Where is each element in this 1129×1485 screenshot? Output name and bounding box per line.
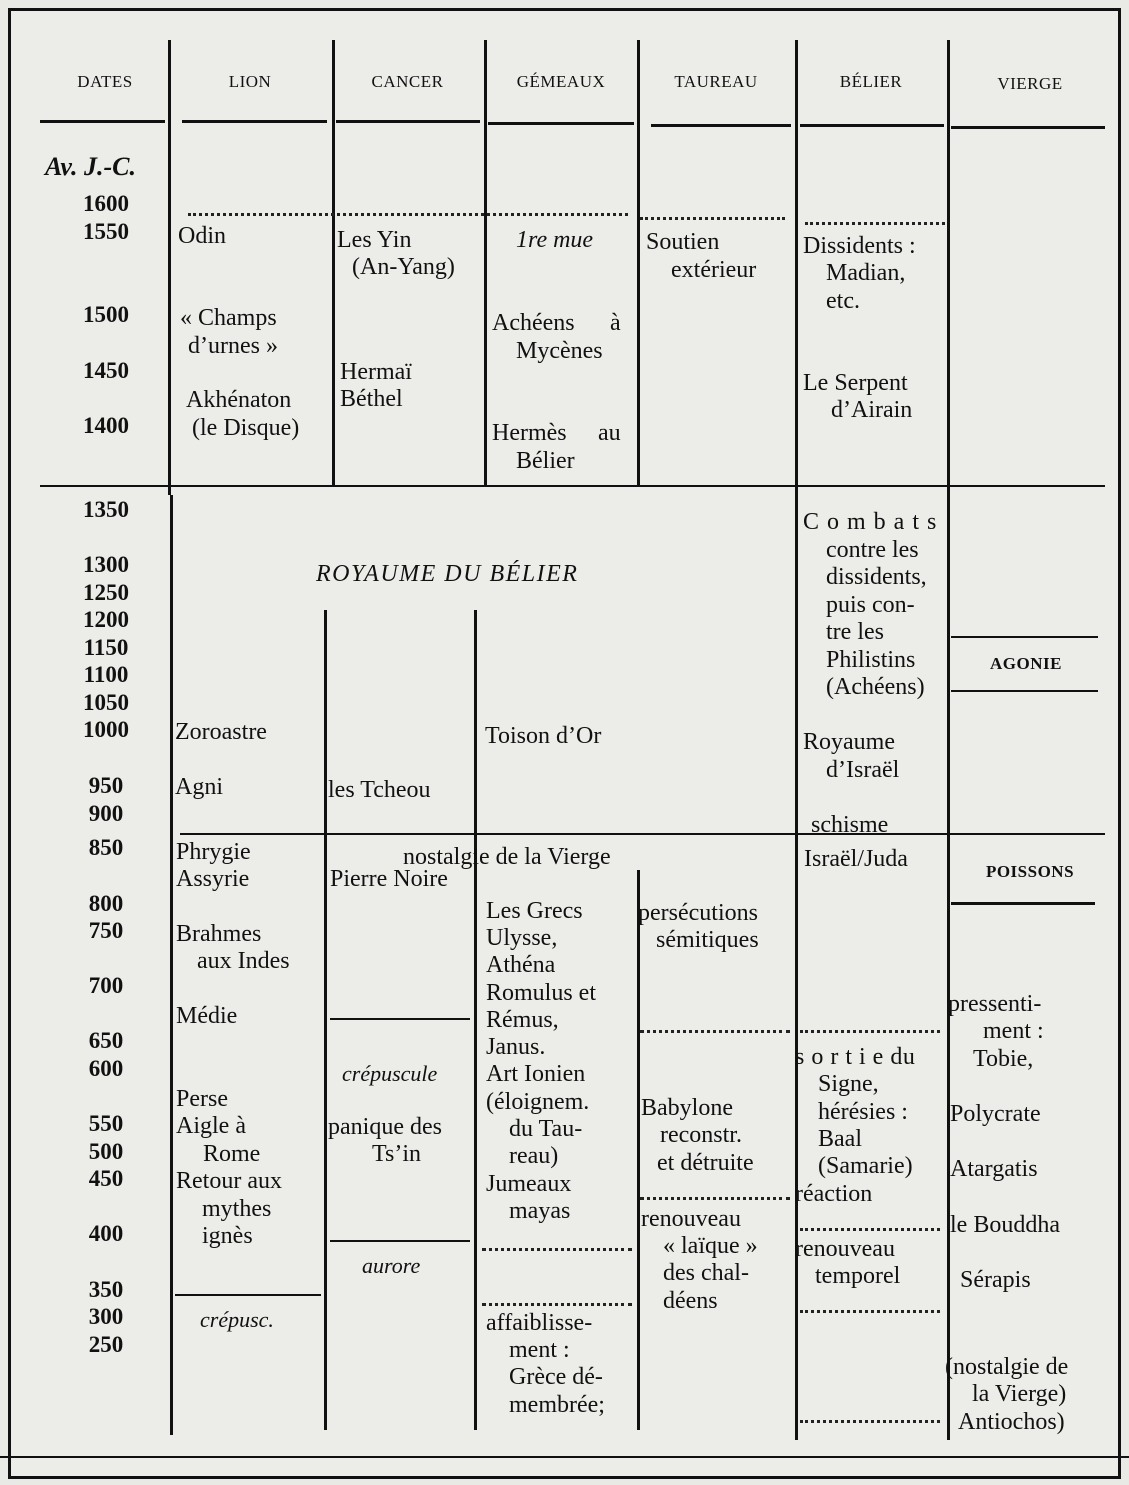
date-label: 300 bbox=[88, 1304, 124, 1329]
header-lion: LION bbox=[228, 72, 272, 91]
header-vierge: VIERGE bbox=[997, 74, 1063, 93]
gemeaux-entry: Romulus et bbox=[486, 980, 597, 1006]
vierge-rule-agonie-bottom bbox=[951, 690, 1098, 692]
vierge-entry: la Vierge) bbox=[972, 1381, 1067, 1407]
lion-entry: mythes bbox=[202, 1196, 272, 1222]
lion-entry: Retour aux bbox=[176, 1168, 282, 1194]
belier-entry: tre les bbox=[826, 619, 884, 645]
vierge-rule-poissons bbox=[951, 902, 1095, 905]
header-dates: DATES bbox=[77, 72, 133, 91]
gemeaux-entry: Les Grecs bbox=[486, 898, 583, 924]
lion-entry: aux Indes bbox=[197, 948, 290, 974]
gemeaux-entry: Hermès bbox=[492, 420, 567, 446]
header-rule-lion bbox=[182, 120, 327, 123]
header-belier: BÉLIER bbox=[839, 72, 903, 91]
bottom-rule bbox=[0, 1456, 1129, 1458]
date-label: 1050 bbox=[83, 690, 129, 715]
dotted-line bbox=[800, 1310, 940, 1313]
belier-entry: renouveau bbox=[795, 1236, 895, 1262]
belier-entry: d’Israël bbox=[826, 757, 900, 783]
taureau-entry: sémitiques bbox=[656, 927, 759, 953]
vierge-entry: pressenti- bbox=[948, 991, 1042, 1017]
lion-entry: Assyrie bbox=[176, 866, 250, 892]
lion-entry: Rome bbox=[203, 1141, 261, 1167]
dotted-line bbox=[482, 1303, 632, 1306]
date-label: 550 bbox=[88, 1111, 124, 1136]
lion-entry: Aigle à bbox=[176, 1113, 246, 1139]
gemeaux-entry: Jumeaux bbox=[486, 1171, 572, 1197]
belier-entry: dissidents, bbox=[826, 564, 927, 590]
date-label: 1550 bbox=[83, 219, 129, 244]
cancer-rule-aurore bbox=[330, 1240, 470, 1242]
taureau-entry: extérieur bbox=[671, 257, 757, 283]
vierge-entry: Sérapis bbox=[960, 1267, 1031, 1293]
dotted-line bbox=[640, 1197, 790, 1200]
taureau-entry: renouveau bbox=[641, 1206, 741, 1232]
date-label: 400 bbox=[88, 1221, 124, 1246]
belier-entry: Philistins bbox=[826, 647, 916, 673]
belier-entry: d’Airain bbox=[831, 397, 913, 423]
taureau-entry: persécutions bbox=[638, 900, 758, 926]
belier-entry: Madian, bbox=[826, 260, 906, 286]
belier-entry: puis con- bbox=[826, 592, 915, 618]
date-label: 1500 bbox=[83, 302, 129, 327]
belier-entry: schisme bbox=[811, 812, 889, 838]
gemeaux-entry: à bbox=[610, 310, 621, 336]
taureau-entry: « laïque » bbox=[663, 1233, 758, 1259]
vierge-entry: ment : bbox=[983, 1018, 1044, 1044]
col-line-5 bbox=[795, 40, 798, 1440]
cancer-rule-crepuscule bbox=[330, 1018, 470, 1020]
section-rule-1 bbox=[40, 485, 1105, 487]
section-rule-2 bbox=[180, 833, 1105, 835]
date-label: 1150 bbox=[83, 635, 129, 660]
dotted-line bbox=[640, 217, 785, 220]
belier-entry: Israël/Juda bbox=[804, 846, 908, 872]
taureau-entry: et détruite bbox=[657, 1150, 754, 1176]
vierge-entry: le Bouddha bbox=[950, 1212, 1060, 1238]
dotted-line bbox=[482, 1248, 632, 1251]
date-label: 1300 bbox=[83, 552, 129, 577]
lion-entry: (le Disque) bbox=[192, 415, 300, 441]
vierge-entry: Polycrate bbox=[950, 1101, 1041, 1127]
lion-entry: Agni bbox=[175, 774, 223, 800]
gemeaux-entry: Ulysse, bbox=[486, 925, 558, 951]
vierge-poissons-label: POISSONS bbox=[985, 862, 1075, 881]
cancer-entry: (An-Yang) bbox=[352, 254, 455, 280]
col-line-2b bbox=[324, 610, 327, 1430]
cancer-entry: Béthel bbox=[340, 386, 403, 412]
taureau-entry: des chal- bbox=[663, 1260, 749, 1286]
gemeaux-entry: mayas bbox=[509, 1198, 571, 1224]
header-rule-belier bbox=[800, 124, 944, 127]
cancer-entry: crépuscule bbox=[342, 1061, 438, 1086]
gemeaux-entry: Bélier bbox=[516, 448, 575, 474]
lion-entry: crépusc. bbox=[200, 1307, 274, 1332]
header-rule-dates bbox=[40, 120, 165, 123]
taureau-entry: reconstr. bbox=[660, 1122, 742, 1148]
gemeaux-entry: du Tau- bbox=[509, 1116, 583, 1142]
taureau-entry: Babylone bbox=[641, 1095, 733, 1121]
cancer-entry: aurore bbox=[362, 1253, 421, 1278]
vierge-entry: Antiochos) bbox=[958, 1409, 1065, 1435]
header-rule-cancer bbox=[336, 120, 480, 123]
dotted-line bbox=[188, 213, 628, 216]
date-label: 500 bbox=[88, 1139, 124, 1164]
date-label: 350 bbox=[88, 1277, 124, 1302]
gemeaux-entry: Athéna bbox=[486, 952, 556, 978]
lion-entry: Akhénaton bbox=[186, 387, 292, 413]
date-label: 900 bbox=[88, 801, 124, 826]
cancer-entry: Pierre Noire bbox=[330, 866, 448, 892]
col-line-1 bbox=[168, 40, 171, 495]
dotted-line bbox=[805, 222, 945, 225]
belier-entry: hérésies : bbox=[818, 1099, 908, 1125]
dotted-line bbox=[800, 1030, 940, 1033]
lion-entry: ignès bbox=[202, 1223, 253, 1249]
date-label: 1450 bbox=[83, 358, 129, 383]
gemeaux-entry: membrée; bbox=[509, 1392, 605, 1418]
lion-entry: Perse bbox=[176, 1086, 228, 1112]
gemeaux-entry: Grèce dé- bbox=[509, 1364, 603, 1390]
gemeaux-entry: reau) bbox=[509, 1143, 559, 1169]
col-line-4b bbox=[637, 870, 640, 1430]
date-label: 700 bbox=[88, 973, 124, 998]
col-line-1b bbox=[170, 495, 173, 1435]
cancer-entry: panique des bbox=[328, 1114, 442, 1140]
dotted-line bbox=[640, 1030, 790, 1033]
lion-entry: d’urnes » bbox=[188, 333, 278, 359]
gemeaux-entry: affaiblisse- bbox=[486, 1310, 593, 1336]
vierge-rule-agonie-top bbox=[951, 636, 1098, 638]
gemeaux-entry: (éloignem. bbox=[486, 1089, 590, 1115]
lion-rule-crepusc bbox=[175, 1294, 321, 1296]
gemeaux-entry: au bbox=[598, 420, 621, 446]
date-label: 450 bbox=[88, 1166, 124, 1191]
date-label: 600 bbox=[88, 1056, 124, 1081]
belier-entry: temporel bbox=[815, 1263, 901, 1289]
col-line-3 bbox=[484, 40, 487, 485]
dotted-line bbox=[800, 1420, 940, 1423]
date-label: 1200 bbox=[83, 607, 129, 632]
belier-entry: Dissidents : bbox=[803, 233, 916, 259]
gemeaux-entry: Rémus, bbox=[486, 1007, 559, 1033]
header-gemeaux: GÉMEAUX bbox=[516, 72, 606, 91]
era-label: Av. J.-C. bbox=[45, 152, 136, 181]
date-label: 1350 bbox=[83, 497, 129, 522]
header-cancer: CANCER bbox=[371, 72, 444, 91]
lion-entry: Zoroastre bbox=[175, 719, 267, 745]
date-label: 1600 bbox=[83, 191, 129, 216]
cancer-entry: Les Yin bbox=[337, 227, 412, 253]
header-rule-taureau bbox=[651, 124, 791, 127]
gemeaux-entry: 1re mue bbox=[516, 227, 594, 253]
nostalgie-de-la-vierge: nostalgie de la Vierge bbox=[403, 844, 611, 870]
gemeaux-entry: Mycènes bbox=[516, 338, 603, 364]
belier-entry: C o m b a t s bbox=[803, 509, 938, 535]
cancer-entry: Hermaï bbox=[340, 359, 412, 385]
date-label: 650 bbox=[88, 1028, 124, 1053]
gemeaux-entry: Janus. bbox=[486, 1034, 546, 1060]
lion-entry: Odin bbox=[178, 223, 226, 249]
date-label: 850 bbox=[88, 835, 124, 860]
gemeaux-entry: Achéens bbox=[492, 310, 575, 336]
vierge-agonie-label: AGONIE bbox=[990, 654, 1062, 673]
royaume-du-belier: ROYAUME DU BÉLIER bbox=[316, 561, 579, 587]
vierge-entry: Tobie, bbox=[973, 1046, 1034, 1072]
belier-entry: (Samarie) bbox=[818, 1153, 913, 1179]
gemeaux-entry: ment : bbox=[509, 1337, 570, 1363]
belier-entry: s o r t i e du bbox=[795, 1044, 916, 1070]
vierge-entry: (nostalgie de bbox=[945, 1354, 1069, 1380]
date-label: 1400 bbox=[83, 413, 129, 438]
cancer-entry: Ts’in bbox=[372, 1141, 421, 1167]
col-line-4 bbox=[637, 40, 640, 485]
gemeaux-entry: Art Ionien bbox=[486, 1061, 586, 1087]
lion-entry: Médie bbox=[176, 1003, 238, 1029]
belier-entry: réaction bbox=[795, 1181, 873, 1207]
belier-entry: Signe, bbox=[818, 1071, 879, 1097]
lion-entry: Brahmes bbox=[176, 921, 262, 947]
header-rule-gemeaux bbox=[488, 122, 634, 125]
belier-entry: Baal bbox=[818, 1126, 862, 1152]
dotted-line bbox=[800, 1228, 940, 1231]
belier-entry: Le Serpent bbox=[803, 370, 908, 396]
cancer-entry: les Tcheou bbox=[328, 777, 431, 803]
date-label: 750 bbox=[88, 918, 124, 943]
belier-entry: Royaume bbox=[803, 729, 895, 755]
gemeaux-entry: Toison d’Or bbox=[485, 723, 602, 749]
date-label: 1000 bbox=[83, 717, 129, 742]
taureau-entry: déens bbox=[663, 1288, 718, 1314]
date-label: 1100 bbox=[83, 662, 129, 687]
taureau-entry: Soutien bbox=[646, 229, 720, 255]
header-rule-vierge bbox=[951, 126, 1105, 129]
belier-entry: (Achéens) bbox=[826, 674, 925, 700]
lion-entry: Phrygie bbox=[176, 839, 251, 865]
belier-entry: etc. bbox=[826, 288, 860, 314]
date-label: 1250 bbox=[83, 580, 129, 605]
col-line-2 bbox=[332, 40, 335, 485]
date-label: 800 bbox=[88, 891, 124, 916]
belier-entry: contre les bbox=[826, 537, 919, 563]
vierge-entry: Atargatis bbox=[950, 1156, 1038, 1182]
date-label: 250 bbox=[88, 1332, 124, 1357]
header-taureau: TAUREAU bbox=[674, 72, 758, 91]
date-label: 950 bbox=[88, 773, 124, 798]
lion-entry: « Champs bbox=[180, 305, 277, 331]
col-line-3b bbox=[474, 610, 477, 1430]
